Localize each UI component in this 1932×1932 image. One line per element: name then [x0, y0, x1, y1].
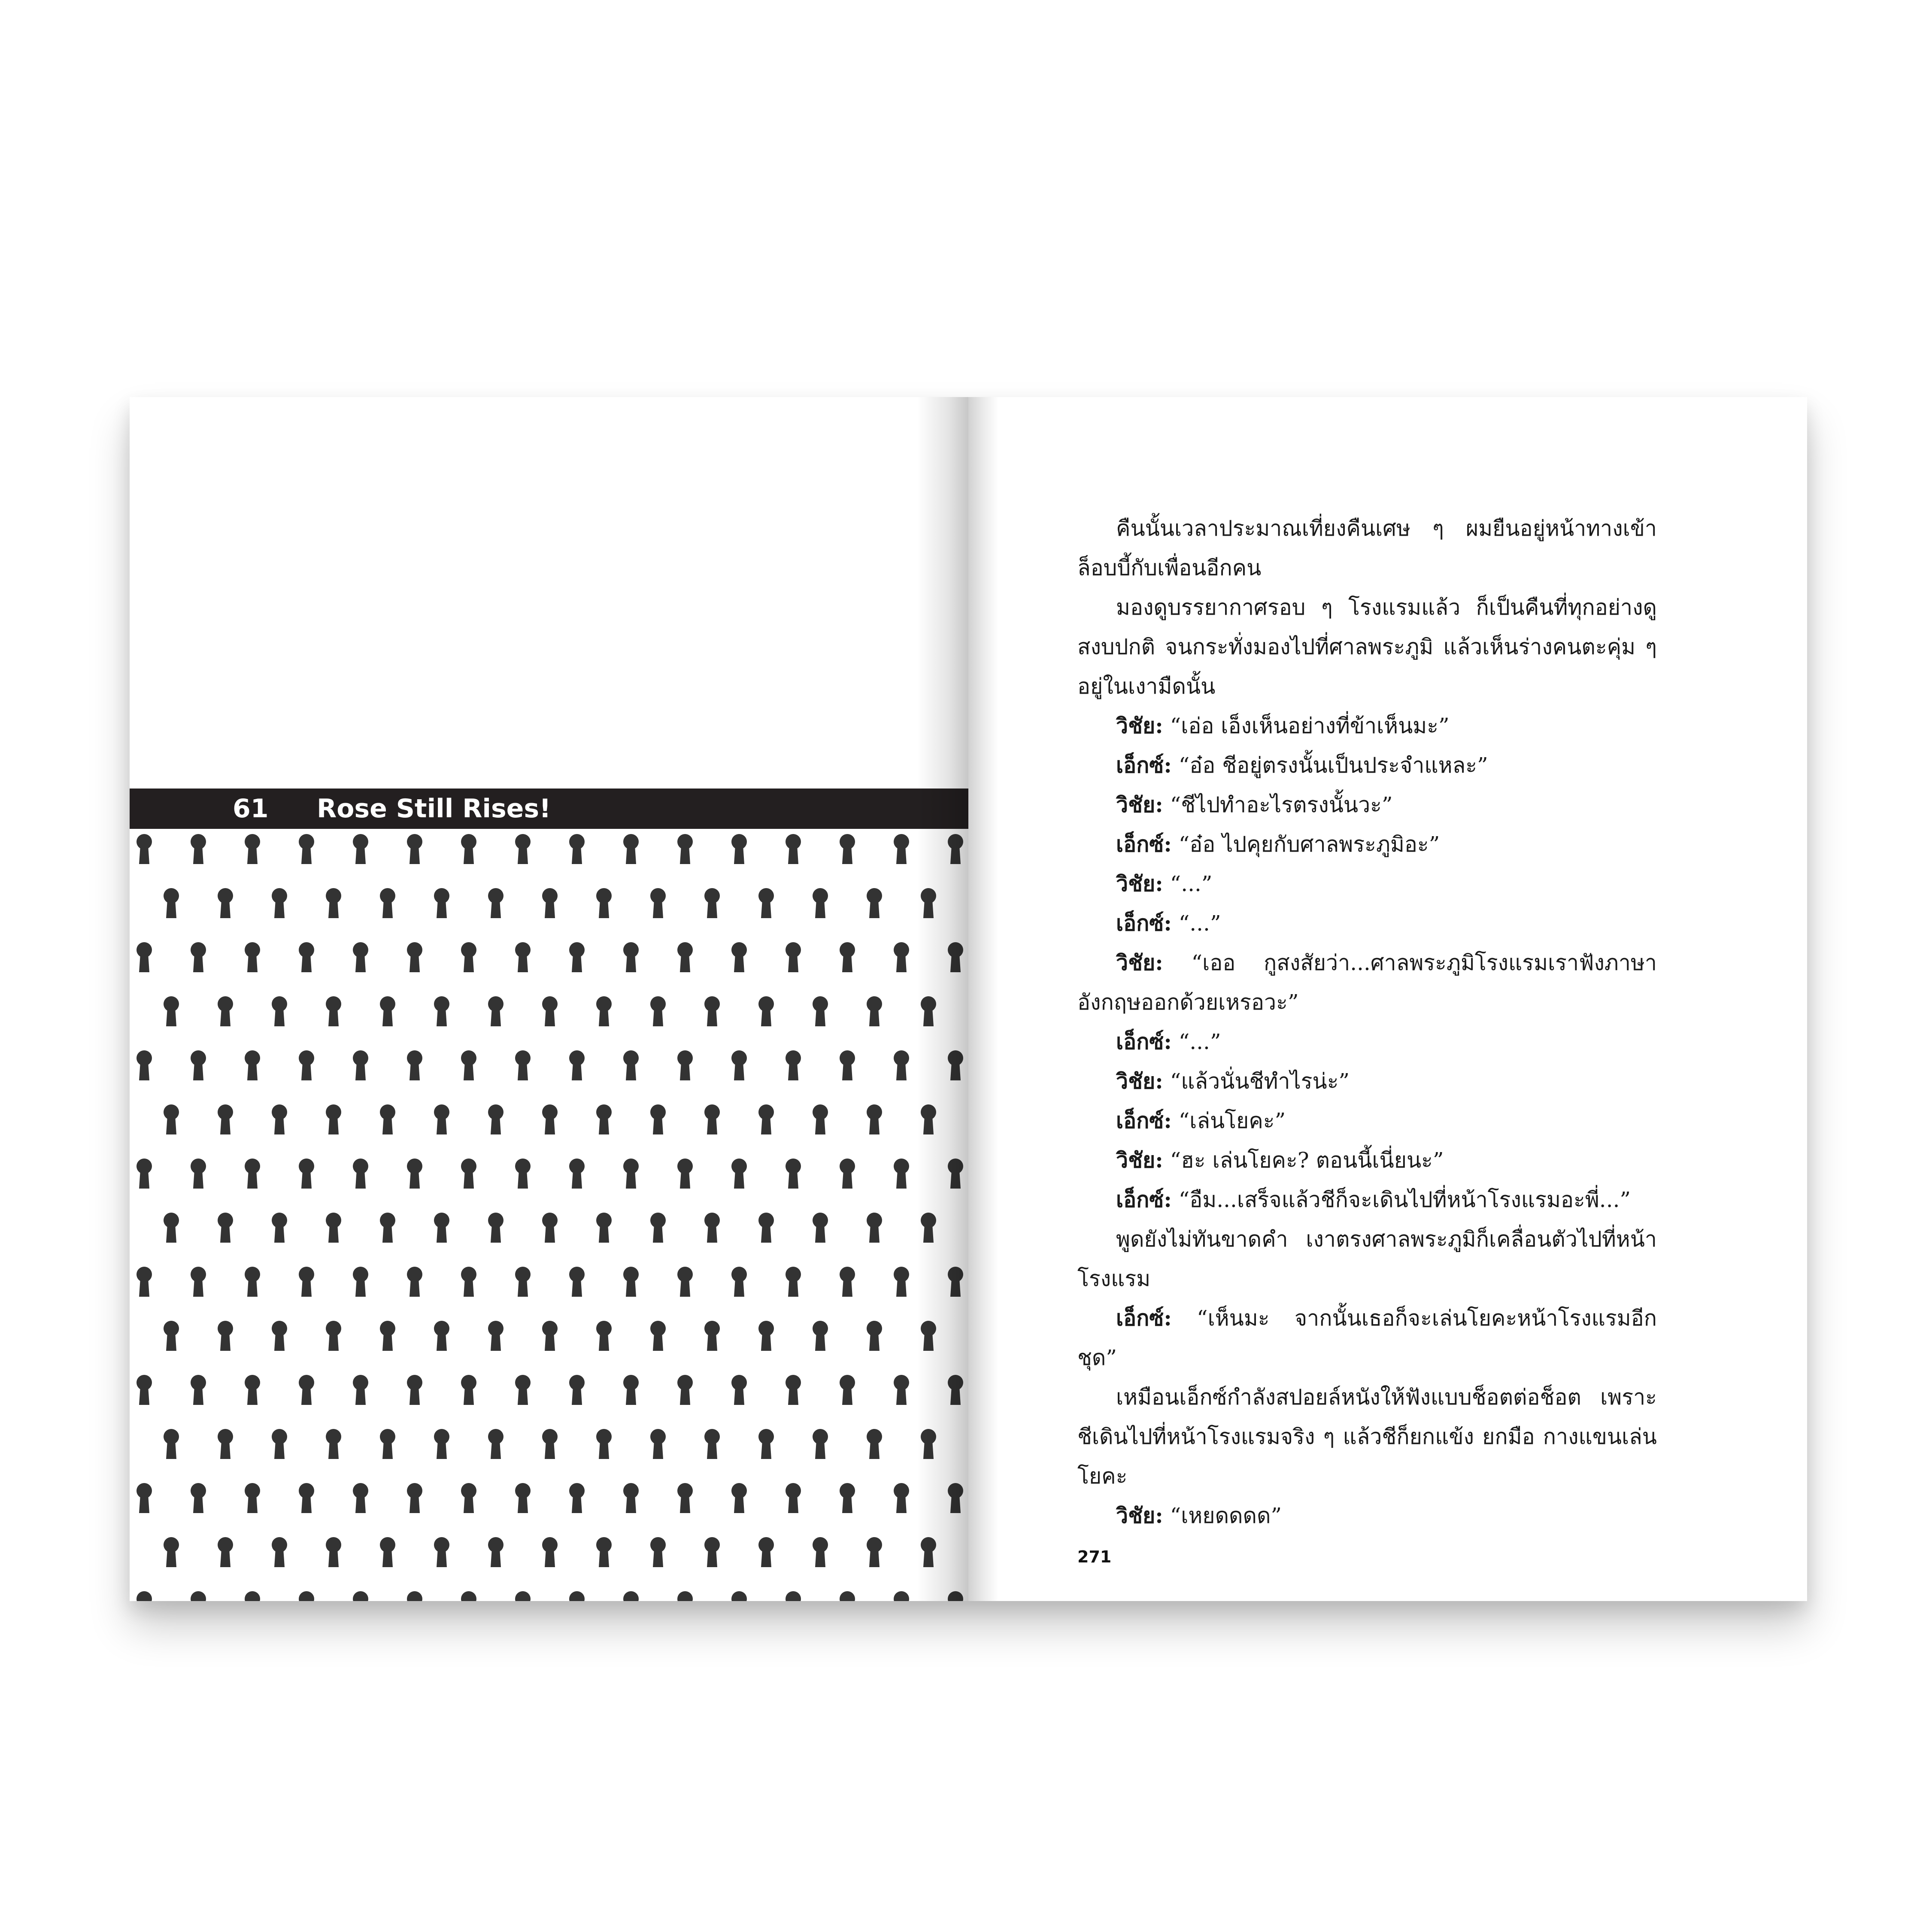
keyhole-icon: [867, 996, 882, 1026]
keyhole-icon: [542, 1537, 558, 1567]
keyhole-icon: [894, 1050, 909, 1080]
keyhole-icon: [786, 1483, 801, 1513]
paragraph: [1077, 1180, 1657, 1219]
keyhole-icon: [569, 942, 585, 972]
keyhole-icon: [136, 1050, 152, 1080]
keyhole-icon: [813, 888, 828, 918]
keyhole-icon: [218, 1213, 233, 1243]
keyhole-icon: [921, 1321, 936, 1351]
keyhole-icon: [245, 1159, 260, 1189]
keyhole-icon: [299, 1267, 314, 1297]
keyhole-icon: [786, 1375, 801, 1405]
keyhole-icon: [191, 1483, 206, 1513]
paragraph: [1077, 904, 1657, 943]
paragraph: [1077, 1298, 1657, 1377]
keyhole-icon: [353, 1483, 368, 1513]
paragraph-text: มองดูบรรยากาศรอบ ๆ โรงแรมแล้ว ก็เป็นคืนที่ทุกอย่างดูสงบปกติ จนกระทั่งมองไปที่ศาลพระภูมิ แล้วเห็นร่างคนตะคุ่ม ๆ อยู่ในเงามืดนั้น: [1077, 595, 1657, 699]
paragraph-text: “เอ่อ เอ็งเห็นอย่างที่ข้าเห็นมะ”: [1170, 713, 1450, 738]
keyhole-icon: [704, 1429, 720, 1459]
keyhole-icon: [407, 1591, 422, 1601]
keyhole-icon: [380, 1213, 395, 1243]
paragraph-text: “เล่นโยคะ”: [1178, 1108, 1286, 1133]
keyhole-icon: [488, 1104, 503, 1134]
keyhole-icon: [623, 1483, 639, 1513]
keyhole-icon: [245, 942, 260, 972]
keyhole-icon: [191, 1159, 206, 1189]
keyhole-icon: [272, 1321, 287, 1351]
keyhole-icon: [488, 1213, 503, 1243]
keyhole-icon: [867, 1213, 882, 1243]
keyhole-icon: [786, 1050, 801, 1080]
keyhole-icon: [786, 942, 801, 972]
keyhole-icon: [569, 1267, 585, 1297]
keyhole-icon: [407, 1159, 422, 1189]
keyhole-icon: [921, 888, 936, 918]
body-text: [1077, 509, 1657, 1535]
speaker-name: เอ็กซ์:: [1116, 1305, 1172, 1331]
keyhole-icon: [623, 942, 639, 972]
paragraph: [1077, 785, 1657, 825]
keyhole-icon: [867, 1104, 882, 1134]
keyhole-icon: [650, 1104, 666, 1134]
paragraph: [1077, 746, 1657, 785]
paragraph-text: “อืม...เสร็จแล้วชีก็จะเดินไปที่หน้าโรงแรมอะพี่...”: [1178, 1187, 1631, 1212]
keyhole-icon: [894, 942, 909, 972]
keyhole-icon: [164, 1104, 179, 1134]
paragraph-text: “แล้วนั่นชีทำไรน่ะ”: [1170, 1069, 1350, 1094]
keyhole-icon: [704, 1213, 720, 1243]
keyhole-icon: [650, 1537, 666, 1567]
keyhole-icon: [164, 1429, 179, 1459]
keyhole-icon: [677, 1050, 693, 1080]
keyhole-icon: [191, 1375, 206, 1405]
keyhole-icon: [813, 1104, 828, 1134]
paragraph-text: “เออ กูสงสัยว่า...ศาลพระภูมิโรงแรมเราฟังภาษาอังกฤษออกด้วยเหรอวะ”: [1077, 950, 1657, 1015]
right-page: [968, 397, 1807, 1601]
speaker-name: เอ็กซ์:: [1116, 1029, 1172, 1054]
keyhole-icon: [677, 1267, 693, 1297]
keyhole-icon: [758, 1104, 774, 1134]
keyhole-icon: [948, 1050, 963, 1080]
speaker-name: เอ็กซ์:: [1116, 1108, 1172, 1133]
keyhole-icon: [515, 1159, 531, 1189]
keyhole-icon: [136, 1375, 152, 1405]
keyhole-icon: [623, 1159, 639, 1189]
keyhole-icon: [704, 1104, 720, 1134]
keyhole-icon: [650, 888, 666, 918]
keyhole-icon: [218, 888, 233, 918]
keyhole-icon: [164, 1537, 179, 1567]
keyhole-icon: [299, 1375, 314, 1405]
speaker-name: วิชัย:: [1116, 792, 1163, 817]
keyhole-icon: [407, 1483, 422, 1513]
keyhole-icon: [299, 1591, 314, 1601]
keyhole-icon: [245, 1483, 260, 1513]
paragraph-text: “ชีไปทำอะไรตรงนั้นวะ”: [1170, 792, 1393, 817]
keyhole-icon: [191, 1050, 206, 1080]
keyhole-icon: [677, 1375, 693, 1405]
keyhole-icon: [380, 1321, 395, 1351]
keyhole-icon: [515, 1483, 531, 1513]
keyhole-icon: [704, 1321, 720, 1351]
keyhole-icon: [596, 1213, 612, 1243]
keyhole-icon: [921, 1537, 936, 1567]
paragraph: [1077, 1496, 1657, 1535]
chapter-number: 61: [233, 794, 269, 824]
keyhole-icon: [407, 942, 422, 972]
keyhole-icon: [758, 1213, 774, 1243]
keyhole-icon: [380, 1104, 395, 1134]
speaker-name: เอ็กซ์:: [1116, 910, 1172, 936]
keyhole-icon: [569, 1050, 585, 1080]
keyhole-icon: [272, 888, 287, 918]
keyhole-icon: [569, 1483, 585, 1513]
keyhole-icon: [758, 1321, 774, 1351]
page-number: 271: [1077, 1547, 1112, 1566]
keyhole-icon: [840, 1159, 855, 1189]
paragraph-text: “อ๋อ ชีอยู่ตรงนั้นเป็นประจำแหละ”: [1178, 753, 1488, 778]
keyhole-icon: [948, 1483, 963, 1513]
keyhole-icon: [461, 834, 476, 864]
speaker-name: วิชัย:: [1116, 1147, 1163, 1173]
chapter-header-bar: [130, 789, 968, 829]
keyhole-icon: [407, 1050, 422, 1080]
keyhole-icon: [840, 942, 855, 972]
keyhole-icon: [894, 1267, 909, 1297]
keyhole-icon: [136, 1483, 152, 1513]
keyhole-icon: [191, 942, 206, 972]
keyhole-icon: [948, 1159, 963, 1189]
keyhole-icon: [434, 1321, 449, 1351]
keyhole-icon: [299, 834, 314, 864]
paragraph-text: คืนนั้นเวลาประมาณเที่ยงคืนเศษ ๆ ผมยืนอยู่หน้าทางเข้าล็อบบี้กับเพื่อนอีกคน: [1077, 516, 1657, 580]
keyhole-icon: [650, 1213, 666, 1243]
paragraph: [1077, 1022, 1657, 1062]
keyhole-icon: [191, 1267, 206, 1297]
keyhole-icon: [218, 996, 233, 1026]
keyhole-icon: [569, 1591, 585, 1601]
paragraph: [1077, 1219, 1657, 1298]
keyhole-icon: [353, 1267, 368, 1297]
keyhole-icon: [894, 1591, 909, 1601]
keyhole-icon: [164, 888, 179, 918]
paragraph: [1077, 1140, 1657, 1180]
keyhole-icon: [136, 1267, 152, 1297]
gutter-shadow-right: [968, 397, 998, 1601]
paragraph-text: “เหยดดดด”: [1170, 1503, 1282, 1528]
keyhole-icon: [218, 1104, 233, 1134]
speaker-name: วิชัย:: [1116, 713, 1163, 738]
keyhole-icon: [542, 1104, 558, 1134]
keyhole-icon: [191, 834, 206, 864]
keyhole-icon: [840, 1267, 855, 1297]
keyhole-icon: [596, 1104, 612, 1134]
keyhole-icon: [623, 1591, 639, 1601]
keyhole-icon: [948, 1375, 963, 1405]
speaker-name: วิชัย:: [1116, 1068, 1163, 1094]
keyhole-icon: [542, 996, 558, 1026]
speaker-name: วิชัย:: [1116, 871, 1163, 896]
keyhole-icon: [326, 1321, 341, 1351]
keyhole-icon: [894, 1483, 909, 1513]
paragraph-text: เหมือนเอ็กซ์กำลังสปอยล์หนังให้ฟังแบบช็อตต่อช็อต เพราะชีเดินไปที่หน้าโรงแรมจริง ๆ แล้วชีก็ยกแข้ง ยกมือ กางแขนเล่นโยคะ: [1077, 1385, 1657, 1489]
keyhole-icon: [326, 1537, 341, 1567]
keyhole-icon: [813, 1537, 828, 1567]
keyhole-icon: [272, 1213, 287, 1243]
keyhole-icon: [434, 996, 449, 1026]
keyhole-icon: [434, 1429, 449, 1459]
keyhole-icon: [515, 1375, 531, 1405]
keyhole-icon: [488, 1429, 503, 1459]
chapter-title: Rose Still Rises!: [317, 794, 551, 824]
keyhole-icon: [353, 942, 368, 972]
keyhole-icon: [867, 1321, 882, 1351]
keyhole-icon: [867, 1429, 882, 1459]
keyhole-icon: [461, 1375, 476, 1405]
paragraph: [1077, 1062, 1657, 1101]
keyhole-icon: [164, 1213, 179, 1243]
keyhole-icon: [840, 834, 855, 864]
keyhole-icon: [677, 1159, 693, 1189]
keyhole-icon: [164, 996, 179, 1026]
keyhole-icon: [434, 888, 449, 918]
keyhole-icon: [353, 1375, 368, 1405]
keyhole-icon: [191, 1591, 206, 1601]
keyhole-icon: [948, 834, 963, 864]
keyhole-icon: [758, 888, 774, 918]
keyhole-icon: [758, 996, 774, 1026]
keyhole-icon: [245, 1375, 260, 1405]
keyhole-icon: [813, 1321, 828, 1351]
keyhole-icon: [461, 1591, 476, 1601]
keyhole-icon: [136, 1591, 152, 1601]
keyhole-icon: [569, 1159, 585, 1189]
keyhole-icon: [434, 1104, 449, 1134]
keyhole-icon: [894, 834, 909, 864]
keyhole-icon: [704, 996, 720, 1026]
keyhole-icon: [650, 1429, 666, 1459]
keyhole-icon: [515, 1267, 531, 1297]
keyhole-icon: [380, 1429, 395, 1459]
keyhole-icon: [461, 1267, 476, 1297]
left-page: [130, 397, 968, 1601]
keyhole-icon: [272, 1537, 287, 1567]
keyhole-icon: [948, 942, 963, 972]
paragraph-text: “...”: [1178, 911, 1221, 936]
keyhole-icon: [786, 1591, 801, 1601]
keyhole-icon: [623, 1050, 639, 1080]
speaker-name: เอ็กซ์:: [1116, 831, 1172, 857]
keyhole-icon: [623, 1267, 639, 1297]
keyhole-icon: [488, 1321, 503, 1351]
paragraph-text: “ฮะ เล่นโยคะ? ตอนนี้เนี่ยนะ”: [1170, 1148, 1444, 1173]
keyhole-icon: [434, 1537, 449, 1567]
keyhole-icon: [596, 1321, 612, 1351]
keyhole-pattern: [130, 829, 968, 1601]
keyhole-icon: [596, 888, 612, 918]
paragraph: [1077, 825, 1657, 864]
keyhole-icon: [218, 1321, 233, 1351]
keyhole-icon: [461, 1050, 476, 1080]
keyhole-icon: [380, 1537, 395, 1567]
paragraph-text: “...”: [1178, 1029, 1221, 1054]
keyhole-icon: [353, 1159, 368, 1189]
keyhole-icon: [731, 1267, 747, 1297]
keyhole-icon: [894, 1159, 909, 1189]
keyhole-icon: [731, 1159, 747, 1189]
keyhole-icon: [245, 834, 260, 864]
keyhole-icon: [136, 1159, 152, 1189]
paragraph: [1077, 509, 1657, 588]
keyhole-icon: [623, 834, 639, 864]
keyhole-icon: [677, 942, 693, 972]
keyhole-icon: [164, 1321, 179, 1351]
keyhole-icon: [650, 996, 666, 1026]
keyhole-icon: [650, 1321, 666, 1351]
keyhole-icon: [299, 942, 314, 972]
keyhole-icon: [299, 1159, 314, 1189]
keyhole-icon: [840, 1050, 855, 1080]
keyhole-icon: [677, 1483, 693, 1513]
keyhole-icon: [515, 1591, 531, 1601]
keyhole-icon: [542, 1321, 558, 1351]
paragraph: [1077, 706, 1657, 746]
keyhole-icon: [326, 888, 341, 918]
keyhole-icon: [786, 1159, 801, 1189]
speaker-name: วิชัย:: [1116, 950, 1163, 975]
keyhole-icon: [813, 996, 828, 1026]
book-spread: [130, 397, 1807, 1601]
keyhole-icon: [542, 888, 558, 918]
keyhole-icon: [569, 834, 585, 864]
keyhole-icon: [515, 942, 531, 972]
keyhole-icon: [407, 1267, 422, 1297]
keyhole-icon: [948, 1591, 963, 1601]
keyhole-icon: [596, 996, 612, 1026]
keyhole-icon: [218, 1537, 233, 1567]
keyhole-icon: [840, 1375, 855, 1405]
keyhole-icon: [596, 1537, 612, 1567]
keyhole-icon: [731, 1050, 747, 1080]
keyhole-icon: [921, 1429, 936, 1459]
keyhole-icon: [136, 834, 152, 864]
keyhole-icon: [704, 888, 720, 918]
keyhole-icon: [731, 1483, 747, 1513]
keyhole-icon: [407, 1375, 422, 1405]
keyhole-icon: [272, 996, 287, 1026]
keyhole-icon: [299, 1483, 314, 1513]
keyhole-icon: [299, 1050, 314, 1080]
keyhole-icon: [515, 834, 531, 864]
keyhole-icon: [515, 1050, 531, 1080]
keyhole-icon: [272, 1104, 287, 1134]
keyhole-icon: [380, 888, 395, 918]
keyhole-icon: [731, 834, 747, 864]
keyhole-icon: [326, 1213, 341, 1243]
keyhole-icon: [326, 996, 341, 1026]
keyhole-icon: [461, 1483, 476, 1513]
keyhole-icon: [596, 1429, 612, 1459]
keyhole-icon: [731, 942, 747, 972]
keyhole-icon: [921, 996, 936, 1026]
keyhole-icon: [677, 1591, 693, 1601]
paragraph-text: “เห็นมะ จากนั้นเธอก็จะเล่นโยคะหน้าโรงแรมอีกชุด”: [1077, 1306, 1657, 1370]
keyhole-icon: [407, 834, 422, 864]
keyhole-icon: [272, 1429, 287, 1459]
keyhole-icon: [380, 996, 395, 1026]
keyhole-icon: [461, 942, 476, 972]
keyhole-icon: [569, 1375, 585, 1405]
keyhole-icon: [542, 1213, 558, 1243]
speaker-name: เอ็กซ์:: [1116, 1187, 1172, 1212]
keyhole-icon: [353, 1050, 368, 1080]
keyhole-icon: [731, 1375, 747, 1405]
keyhole-icon: [867, 1537, 882, 1567]
keyhole-icon: [245, 1050, 260, 1080]
keyhole-icon: [894, 1375, 909, 1405]
keyhole-icon: [948, 1267, 963, 1297]
keyhole-icon: [840, 1591, 855, 1601]
keyhole-icon: [677, 834, 693, 864]
keyhole-icon: [731, 1591, 747, 1601]
paragraph-text: “...”: [1170, 871, 1213, 896]
paragraph: [1077, 588, 1657, 706]
keyhole-icon: [813, 1429, 828, 1459]
keyhole-icon: [353, 1591, 368, 1601]
keyhole-icon: [758, 1429, 774, 1459]
keyhole-icon: [488, 1537, 503, 1567]
paragraph-text: พูดยังไม่ทันขาดคำ เงาตรงศาลพระภูมิก็เคลื่อนตัวไปที่หน้าโรงแรม: [1077, 1227, 1657, 1291]
keyhole-icon: [758, 1537, 774, 1567]
keyhole-icon: [542, 1429, 558, 1459]
paragraph: [1077, 864, 1657, 904]
speaker-name: วิชัย:: [1116, 1503, 1163, 1528]
keyhole-icon: [867, 888, 882, 918]
keyhole-icon: [245, 1591, 260, 1601]
paragraph: [1077, 1377, 1657, 1496]
keyhole-icon: [921, 1213, 936, 1243]
keyhole-icon: [461, 1159, 476, 1189]
keyhole-icon: [813, 1213, 828, 1243]
keyhole-icon: [488, 888, 503, 918]
paragraph: [1077, 1101, 1657, 1140]
keyhole-icon: [704, 1537, 720, 1567]
keyhole-icon: [136, 942, 152, 972]
keyhole-icon: [623, 1375, 639, 1405]
paragraph: [1077, 943, 1657, 1022]
speaker-name: เอ็กซ์:: [1116, 752, 1172, 778]
paragraph-text: “อ๋อ ไปคุยกับศาลพระภูมิอะ”: [1178, 832, 1440, 857]
keyhole-icon: [786, 1267, 801, 1297]
keyhole-icon: [353, 834, 368, 864]
keyhole-icon: [786, 834, 801, 864]
keyhole-icon: [245, 1267, 260, 1297]
keyhole-icon: [921, 1104, 936, 1134]
keyhole-icon: [218, 1429, 233, 1459]
keyhole-icon: [434, 1213, 449, 1243]
keyhole-icon: [326, 1104, 341, 1134]
keyhole-icon: [488, 996, 503, 1026]
keyhole-icon: [840, 1483, 855, 1513]
keyhole-icon: [326, 1429, 341, 1459]
